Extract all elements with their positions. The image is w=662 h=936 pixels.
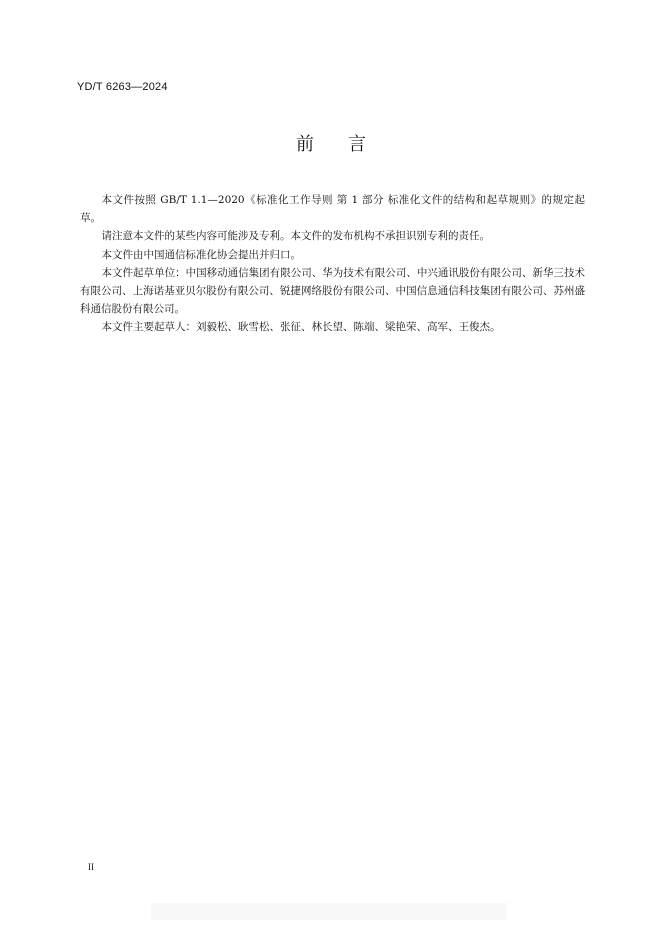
paragraph-drafting-rules: 本文件按照 GB/T 1.1—2020《标准化工作导则 第 1 部分 标准化文件的结构和起草规则》的规定起草。 (80, 194, 585, 225)
paragraph-patent-notice: 请注意本文件的某些内容可能涉及专利。本文件的发布机构不承担识别专利的责任。 (101, 230, 491, 243)
title-char-1: 前 (296, 134, 314, 155)
faint-footer-watermark (151, 903, 507, 920)
document-code: YD/T 6263—2024 (77, 81, 168, 93)
foreword-body (80, 191, 585, 337)
title-char-2: 言 (348, 134, 366, 155)
page-title (0, 134, 662, 156)
page-number: II (88, 862, 94, 872)
paragraph-main-drafters: 本文件主要起草人：刘毅松、耿雪松、张征、林长望、陈端、梁艳荣、高军、王俊杰。 (101, 321, 501, 334)
paragraph-proposer: 本文件由中国通信标准化协会提出并归口。 (101, 248, 302, 261)
paragraph-drafting-organizations: 本文件起草单位：中国移动通信集团有限公司、华为技术有限公司、中兴通讯股份有限公司、新华三技术有限公司、上海诺基亚贝尔股份有限公司、锐捷网络股份有限公司、中国信息通信科技集团有限公司、苏州盛科通信股份有限公司。 (80, 266, 585, 316)
